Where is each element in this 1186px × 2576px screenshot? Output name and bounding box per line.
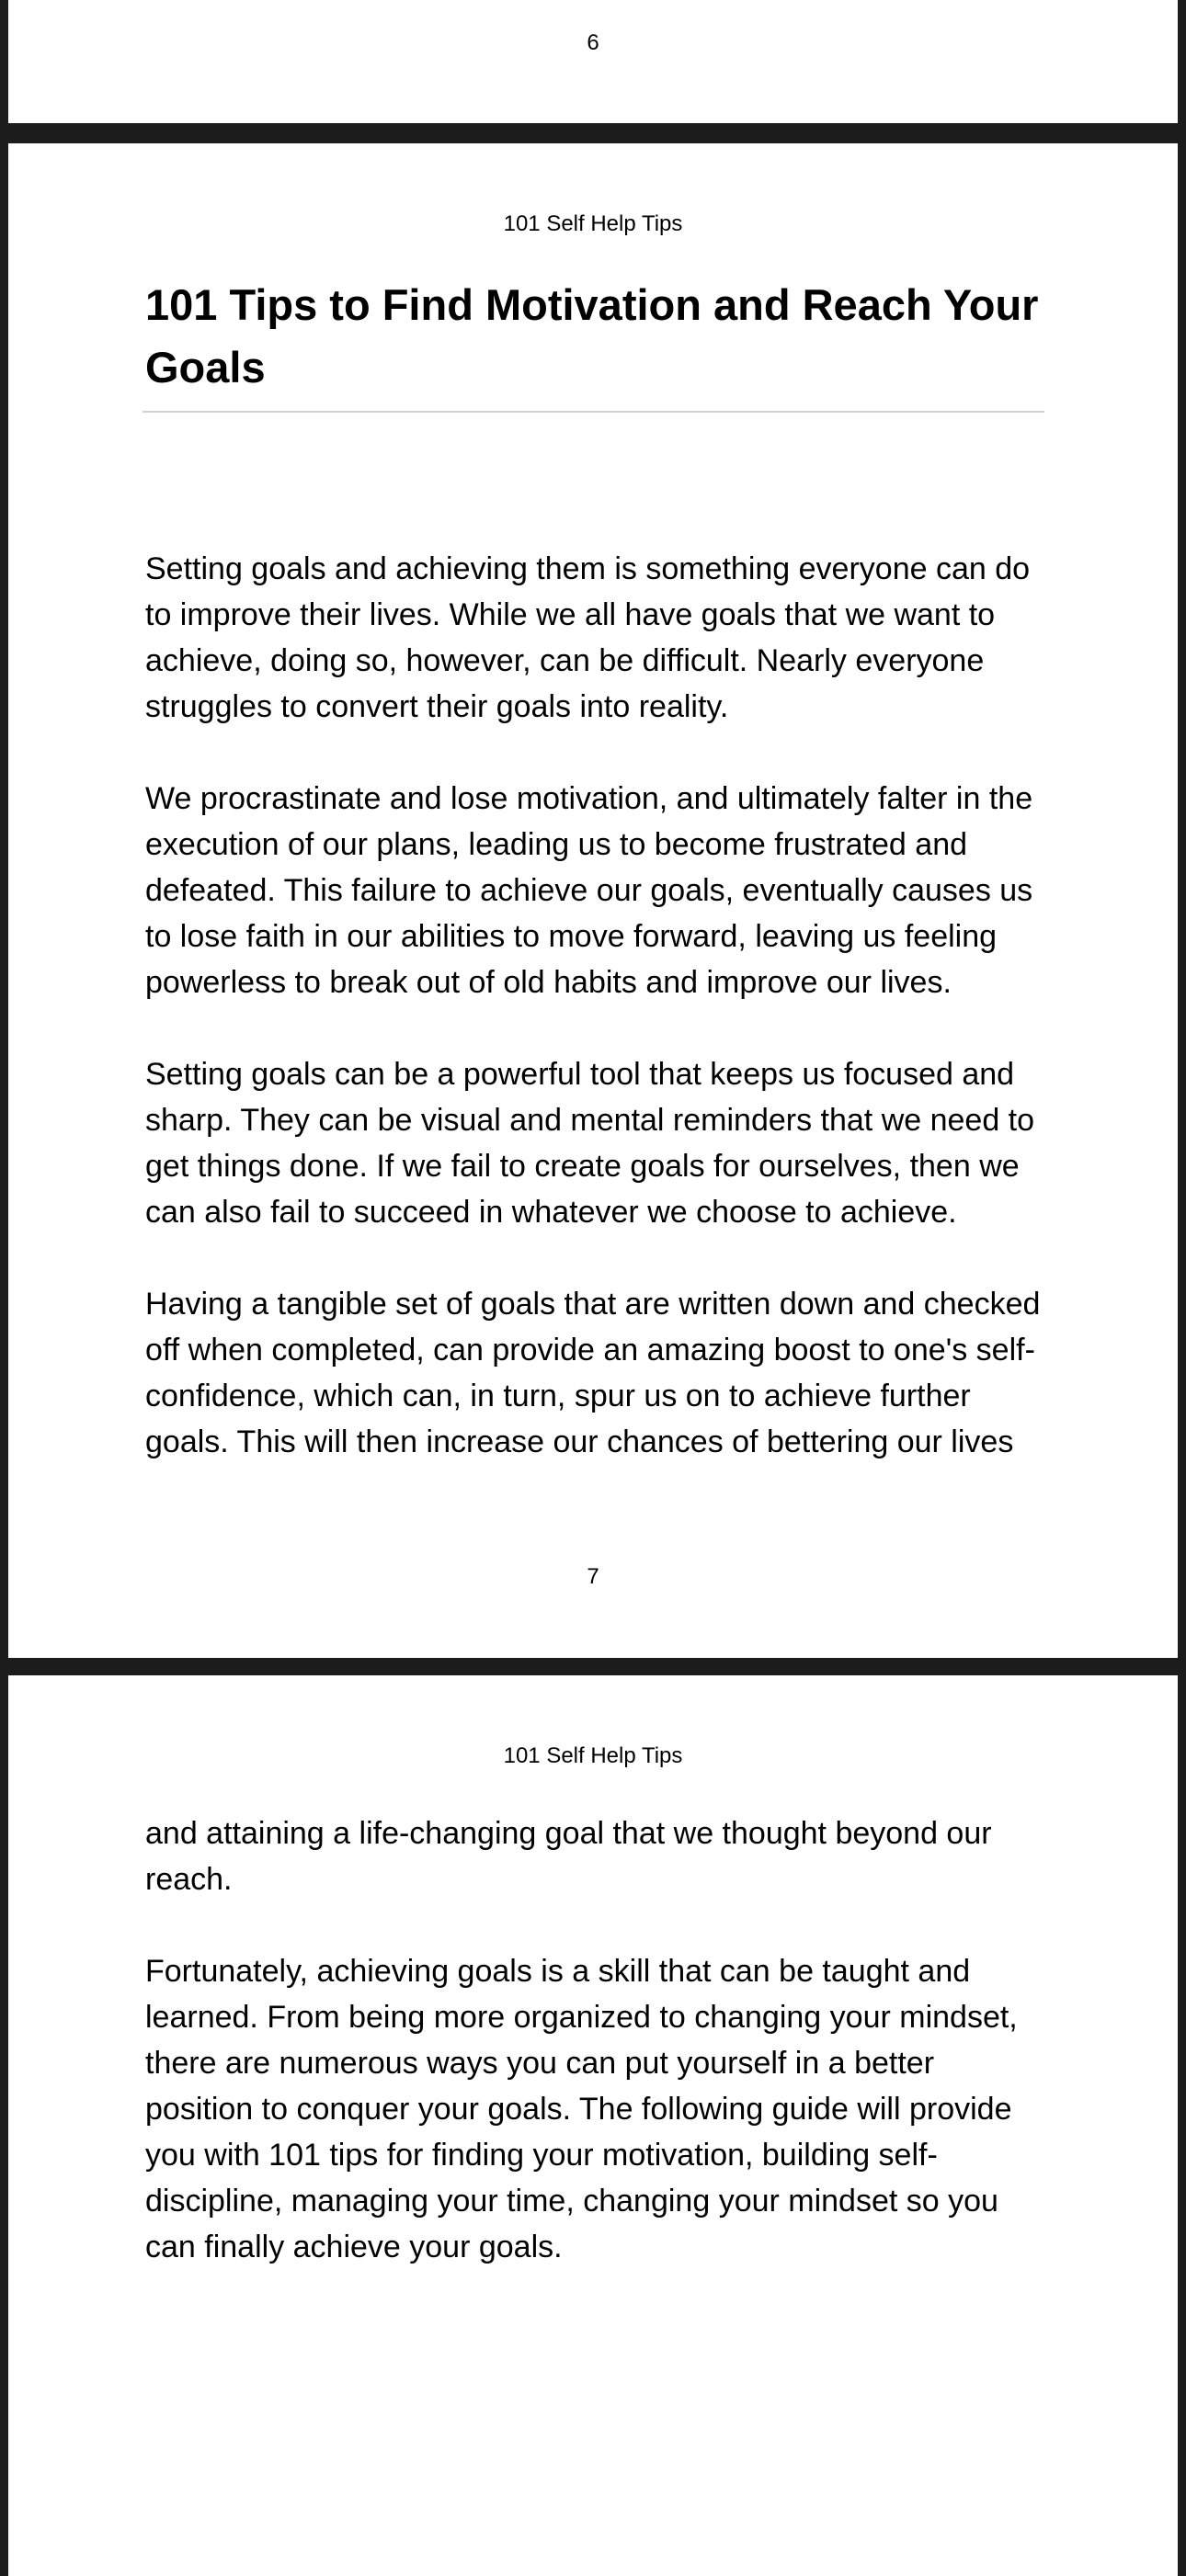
page-number: 6	[587, 30, 599, 55]
paragraph: Setting goals can be a powerful tool that keeps us focused and sharp. They can be visual and mental reminders that we need to get things done. If we fail to create goals for ourselves, then we can also fail to succeed in whatever we choose to achieve.	[145, 1057, 1035, 1230]
running-header: 101 Self Help Tips	[503, 1743, 683, 1768]
page-number: 7	[587, 1564, 599, 1589]
page-body	[145, 546, 1046, 1465]
document-page-7	[8, 143, 1178, 1658]
page-body	[145, 1810, 1046, 2270]
document-page-8	[8, 1675, 1178, 2576]
document-page-6	[8, 0, 1178, 123]
paragraph: Having a tangible set of goals that are written down and checked off when completed, can provide an amazing boost to one's self-confidence, which can, in turn, spur us on to achieve further goals. This will then increase our chances of bettering our lives	[145, 1287, 1041, 1459]
paragraph: and attaining a life-changing goal that we thought beyond our reach.	[145, 1816, 992, 1897]
paragraph: Setting goals and achieving them is something everyone can do to improve their lives. While we all have goals that we want to achieve, doing so, however, can be difficult. Nearly everyone struggles to convert their goals into reality.	[145, 551, 1031, 724]
title-divider	[143, 411, 1044, 413]
paragraph: We procrastinate and lose motivation, and ultimately falter in the execution of our plans, leading us to become frustrated and defeated. This failure to achieve our goals, eventually causes us to lose faith in our abilities to move forward, leaving us feeling powerless to break out of old habits and improve our lives.	[145, 781, 1033, 1000]
paragraph: Fortunately, achieving goals is a skill that can be taught and learned. From being more organized to changing your mindset, there are numerous ways you can put yourself in a better position to conquer your goals. The following guide will provide you with 101 tips for finding your motivation, building self-discipline, managing your time, changing your mindset so you can finally achieve your goals.	[145, 1954, 1018, 2264]
running-header: 101 Self Help Tips	[503, 211, 683, 236]
chapter-title: 101 Tips to Find Motivation and Reach Your Goals	[145, 280, 1039, 392]
